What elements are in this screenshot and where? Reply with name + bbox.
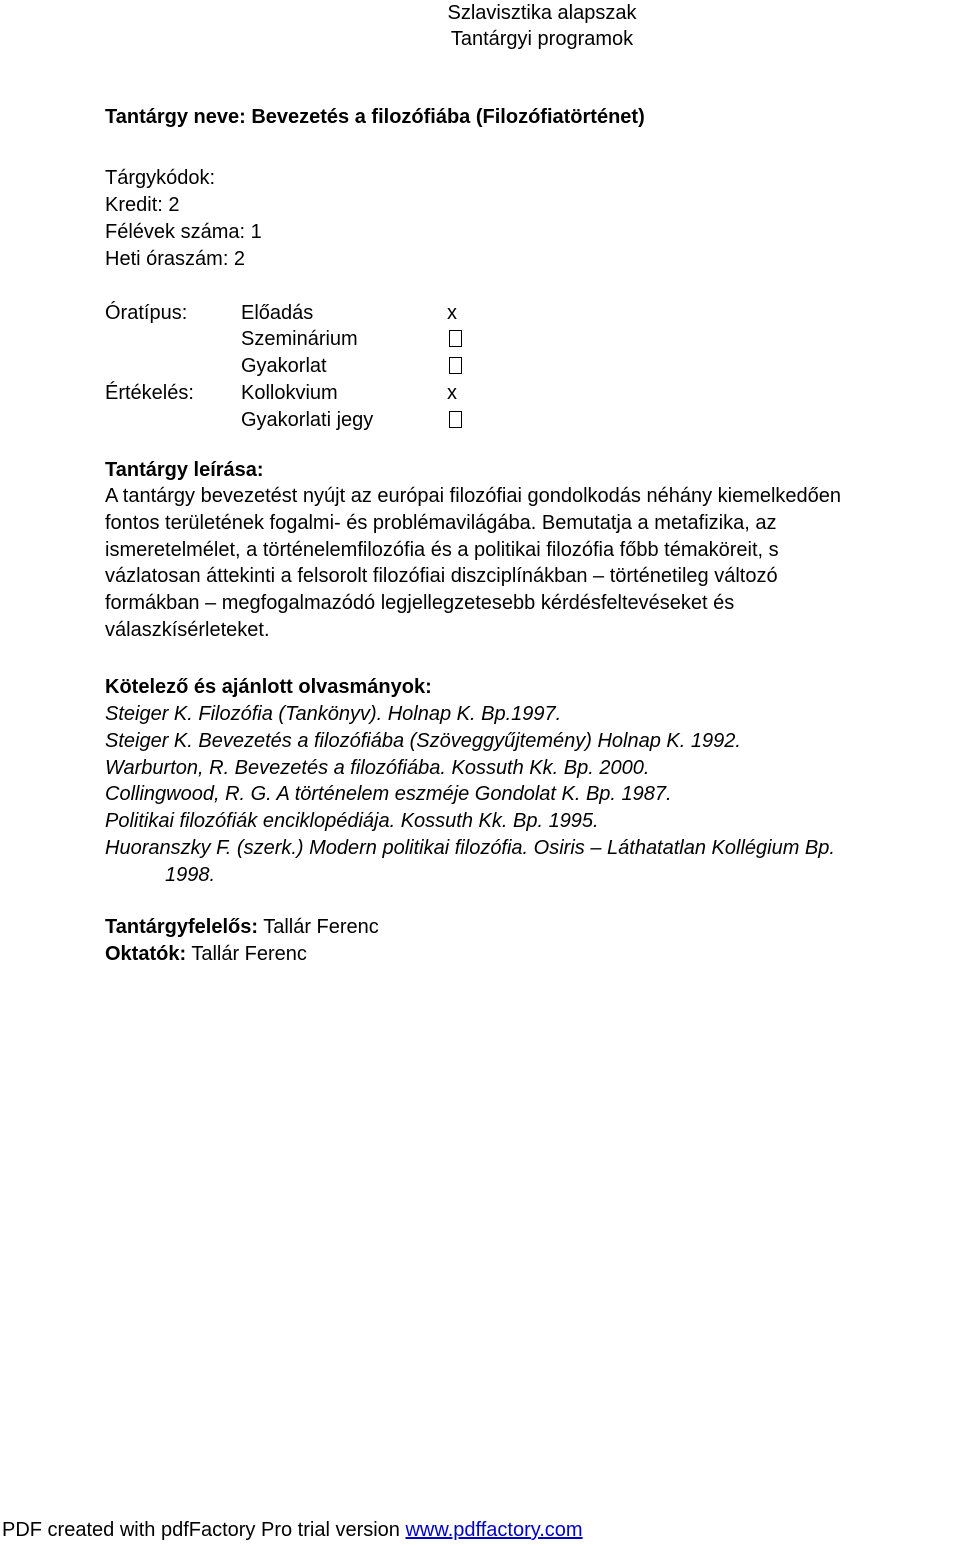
subject-title: Tantárgy neve: Bevezetés a filozófiába (Filozófiatörténet) xyxy=(105,106,645,128)
responsible-row xyxy=(105,914,379,940)
checkbox-empty-gyakorlati-jegy xyxy=(449,407,462,433)
evaluation-option-gyakorlati-jegy: Gyakorlati jegy xyxy=(241,409,374,431)
reading-item: Steiger K. Filozófia (Tankönyv). Holnap K. Bp.1997. xyxy=(105,703,562,725)
checkbox-empty-szeminarium xyxy=(449,326,462,352)
reading-item: Collingwood, R. G. A történelem eszméje Gondolat K. Bp. 1987. xyxy=(105,783,672,806)
description-line: formákban – megfogalmazódó legjellegzetesebb kérdésfeltevéseket és xyxy=(105,592,735,615)
reading-item-continuation: 1998. xyxy=(165,863,216,886)
credit: Kredit: 2 xyxy=(105,194,180,216)
class-type-option-gyakorlat: Gyakorlat xyxy=(241,355,327,377)
instructors-row xyxy=(105,941,307,967)
reading-item: Steiger K. Bevezetés a filozófiába (Szöveggyűjtemény) Holnap K. 1992. xyxy=(105,729,741,752)
class-type-label: Óratípus: xyxy=(105,302,188,324)
description-line: válaszkísérleteket. xyxy=(105,618,270,641)
weekly-hours: Heti óraszám: 2 xyxy=(105,248,246,270)
description-heading: Tantárgy leírása: xyxy=(105,459,264,481)
responsible-value: Tallár Ferenc xyxy=(263,916,379,938)
class-type-option-szeminarium: Szeminárium xyxy=(241,328,358,350)
readings-heading: Kötelező és ajánlott olvasmányok: xyxy=(105,676,432,698)
evaluation-mark-kollokvium: x xyxy=(447,382,457,404)
evaluation-option-kollokvium: Kollokvium xyxy=(241,382,338,404)
description-text xyxy=(105,483,960,644)
subject-code: Tárgykódok: xyxy=(105,167,216,189)
class-type-mark-eloadas: x xyxy=(447,302,457,324)
reading-item: Politikai filozófiák enciklopédiája. Kossuth Kk. Bp. 1995. xyxy=(105,810,599,833)
header-line-2: Tantárgyi programok xyxy=(450,28,634,50)
instructors-label: Oktatók: xyxy=(105,943,187,965)
footer-link[interactable]: www.pdffactory.com xyxy=(405,1519,583,1541)
description-line: A tantárgy bevezetést nyújt az európai filozófiai gondolkodás néhány kiemelkedően xyxy=(105,485,842,507)
description-line: fontos területének fogalmi- és problémavilágába. Bemutatja a metafizika, az xyxy=(105,511,777,534)
description-line: vázlatosan áttekinti a felsorolt filozófiai diszciplínákban – történetileg változó xyxy=(105,565,778,588)
evaluation-label: Értékelés: xyxy=(105,382,194,404)
footer-text: PDF created with pdfFactory Pro trial version xyxy=(2,1519,406,1541)
class-type-option-eloadas: Előadás xyxy=(241,302,314,324)
instructors-value: Tallár Ferenc xyxy=(191,943,307,965)
checkbox-empty-gyakorlat xyxy=(449,353,462,379)
header-line-1: Szlavisztika alapszak xyxy=(447,2,637,24)
responsible-label: Tantárgyfelelős: xyxy=(105,916,258,938)
description-line: ismeretelmélet, a történelemfilozófia és a politikai filozófia főbb témaköreit, s xyxy=(105,538,779,561)
pdf-footer xyxy=(2,1517,583,1543)
reading-item: Huoranszky F. (szerk.) Modern politikai filozófia. Osiris – Láthatatlan Kollégium Bp. xyxy=(105,836,835,859)
readings-list xyxy=(105,701,835,889)
semesters: Félévek száma: 1 xyxy=(105,221,262,243)
reading-item: Warburton, R. Bevezetés a filozófiába. Kossuth Kk. Bp. 2000. xyxy=(105,756,650,779)
